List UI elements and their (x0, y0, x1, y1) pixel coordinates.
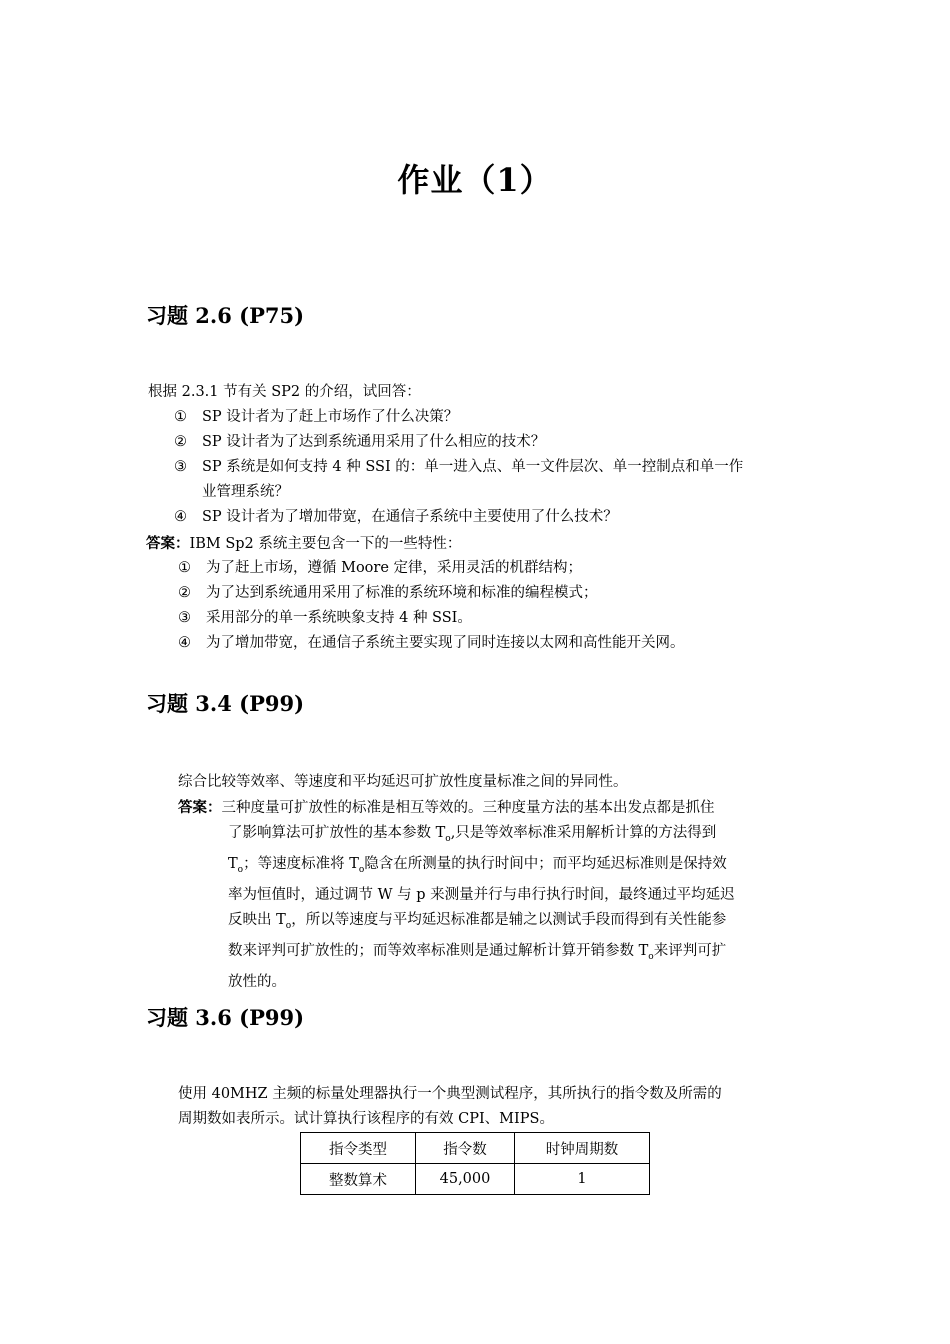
answer-text: 为了赶上市场，遵循 Moore 定律，采用灵活的机群结构； (206, 560, 583, 576)
answer-item-1 (178, 556, 582, 581)
question-3-4: 综合比较等效率、等速度和平均延迟可扩放性度量标准之间的异同性。 (178, 774, 628, 790)
question-text: SP 设计者为了达到系统通用采用了什么相应的技术？ (202, 434, 546, 450)
subscript: o (358, 864, 365, 875)
section-heading-3-4: 习题 3.4 (P99) (146, 691, 305, 716)
answer-text: 为了增加带宽，在通信子系统主要实现了同时连接以太网和高性能开关网。 (206, 635, 685, 651)
answer-line-6b: 来评判可扩 (653, 942, 727, 959)
question-3-6-line-1: 使用 40MHZ 主频的标量处理器执行一个典型测试程序，其所执行的指令数及所需的 (178, 1086, 722, 1102)
answer-line-6a: 数来评判可扩放性的；而等效率标准则是通过解析计算开销参数 T (228, 942, 649, 959)
answer-line-2a: 了影响算法可扩放性的基本参数 T (228, 825, 446, 841)
answer-3-4 (178, 795, 808, 995)
instruction-table (300, 1132, 650, 1195)
subscript: o (237, 864, 244, 875)
answer-line-3a: T (228, 855, 238, 872)
answer-line-1: 三种度量可扩放性的标准是相互等效的。三种度量方法的基本出发点都是抓住 (221, 800, 715, 816)
table-cell: 1 (515, 1164, 650, 1195)
answer-num: ② (178, 585, 191, 601)
answer-line-7: 放性的。 (228, 973, 286, 990)
answer-num: ④ (178, 635, 191, 651)
question-num: ② (174, 434, 187, 450)
answer-intro-line (146, 531, 461, 557)
answer-text: 采用部分的单一系统映象支持 4 种 SSI。 (206, 610, 472, 626)
section-heading-3-6: 习题 3.6 (P99) (146, 1005, 305, 1030)
question-item-2 (174, 430, 545, 455)
question-text: SP 设计者为了赶上市场作了什么决策？ (202, 409, 459, 425)
answer-line-5b: ，所以等速度与平均延迟标准都是辅之以测试手段而得到有关性能参 (291, 911, 727, 928)
table-header-cell: 指令数 (416, 1133, 515, 1164)
page-title: 作业（1） (397, 161, 553, 199)
question-text: SP 设计者为了增加带宽，在通信子系统中主要使用了什么技术？ (202, 509, 618, 525)
question-3-6-line-2: 周期数如表所示。试计算执行该程序的有效 CPI、MIPS。 (178, 1111, 554, 1127)
question-item-3-cont: 业管理系统？ (202, 484, 289, 500)
subscript: o (285, 920, 292, 931)
question-item-1 (174, 405, 458, 430)
subscript: o (648, 951, 654, 962)
answer-item-4 (178, 631, 685, 656)
table-header-cell: 指令类型 (301, 1133, 416, 1164)
question-item-4 (174, 505, 618, 530)
table-cell: 45,000 (416, 1164, 515, 1195)
section-heading-2-6: 习题 2.6 (P75) (146, 303, 305, 328)
answer-item-2 (178, 581, 598, 606)
answer-line-3b: ；等速度标准将 T (243, 855, 359, 872)
question-item-3 (174, 455, 743, 480)
answer-text: 为了达到系统通用采用了标准的系统环境和标准的编程模式； (206, 585, 598, 601)
answer-intro: IBM Sp2 系统主要包含一下的一些特性： (189, 536, 462, 552)
subscript: o (445, 833, 451, 844)
table-header-cell: 时钟周期数 (515, 1133, 650, 1164)
table-row (301, 1164, 650, 1195)
answer-line-3c: 隐含在所测量的执行时间中；而平均延迟标准则是保持效 (364, 855, 727, 872)
answer-line-5a: 反映出 T (228, 911, 286, 928)
answer-line-2b: ,只是等效率标准采用解析计算的方法得到 (450, 825, 717, 841)
answer-label: 答案： (146, 535, 190, 552)
answer-num: ① (178, 560, 191, 576)
answer-line-4: 率为恒值时，通过调节 W 与 p 来测量并行与串行执行时间，最终通过平均延迟 (228, 886, 735, 903)
answer-item-3 (178, 606, 472, 631)
question-num: ④ (174, 509, 187, 525)
question-num: ① (174, 409, 187, 425)
question-text: SP 系统是如何支持 4 种 SSI 的：单一进入点、单一文件层次、单一控制点和单一作 (202, 459, 744, 475)
answer-label: 答案： (178, 799, 222, 816)
answer-num: ③ (178, 610, 191, 626)
table-cell: 整数算术 (301, 1164, 416, 1195)
question-num: ③ (174, 459, 187, 475)
question-intro: 根据 2.3.1 节有关 SP2 的介绍，试回答： (148, 384, 421, 400)
table-header-row (301, 1133, 650, 1164)
